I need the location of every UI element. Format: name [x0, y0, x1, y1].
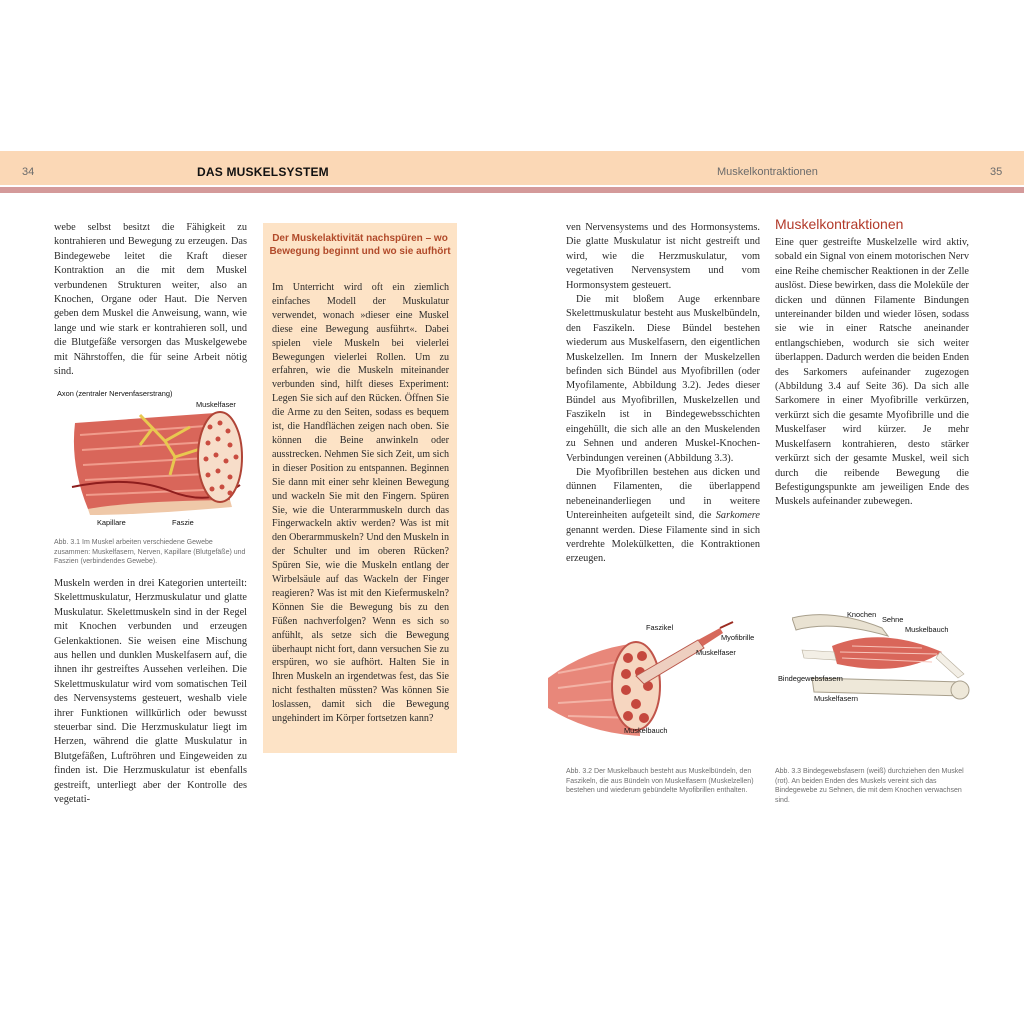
- page-number-right: 35: [990, 166, 1003, 178]
- figure1-label-faszie: Faszie: [172, 518, 194, 527]
- chapter-title: DAS MUSKELSYSTEM: [197, 165, 329, 179]
- figure2-label-faszikel: Faszikel: [646, 623, 674, 632]
- paragraph: Eine quer gestreifte Muskelzelle wird aktiv, sobald ein Signal von einem motorischen Nerv eine Reihe chemischer Reaktionen in der Zelle auslöst. Diese bewirken, dass die Moleküle der dicken und dünnen Filamente Bindungen untereinander bilden und wieder lösen, sodass sie wie in einer Ratsche aneinander entlangschieben, wodurch sie sich weiter überlappen. Dadurch werden die beiden Enden des Sarkomers aufeinander zugezogen (Abbildung 3.4 auf Seite 36). Da sich alle Sarkomere in einer Myofibrille verkürzen, verkürzt sich die gesamte Myofibrille und die Muskelfaser wird kürzer. Je mehr Muskelfasern kontrahieren, desto stärker verkürzt sich der gesamte Muskel, weil sich durch die reibende Bewegung die Befestigungspunkte am jeweiligen Ende des Muskels aufeinander zubewegen.: [775, 237, 969, 508]
- section-title: Muskelkontraktionen: [717, 166, 818, 178]
- tendon-left: [802, 650, 836, 660]
- figure3-label-muskelfasern: Muskelfasern: [814, 694, 858, 703]
- figure3-caption: Abb. 3.3 Bindegewebsfasern (weiß) durchziehen den Muskel (rot). An beiden Enden des Muskels vereint sich das Bindegewebe zu Sehnen, die mit dem Knochen verwachsen sind.: [775, 768, 964, 804]
- figure3-label-sehne: Sehne: [882, 615, 904, 624]
- tendon-right: [936, 652, 964, 678]
- paragraph: Die mit bloßem Auge erkennbare Skelettmuskulatur besteht aus Muskelbündeln, den Faszikeln. Diese Bündel bestehen wiederum aus Muskelfasern, den eigentlichen Muskelzellen. Im Innern der Muskelzellen befinden sich Bündel aus Myofibrillen (oder Myofilamente, Abbildung 3.2). Jedes dieser Bündel aus Myofibrillen, Muskelzellen und Faszikeln ist in Bindegewebsschichten eingehüllt, die sich alle an den Muskelenden zu Sehnen und anderen Muskel-Knochen-Verbindungen vereinen (Abbildung 3.3).: [566, 294, 760, 464]
- bone-joint: [951, 681, 969, 699]
- figure2-label-myofibrille: Myofibrille: [721, 633, 755, 642]
- middle-column: [566, 221, 760, 567]
- figure1-caption: Abb. 3.1 Im Muskel arbeiten verschiedene Gewebe zusammen: Muskelfasern, Nerven, Kapillare (Blutgefäße) und Faszien (verbindendes Gewebe).: [54, 539, 246, 566]
- paragraph: ven Nervensystems und des Hormonsystems. Die glatte Muskulatur ist nicht gestreift und wird, wie die Herzmuskulatur, vom vegetativen Nervensystem und vom Hormonsystem gesteuert.: [566, 222, 760, 291]
- page-number-left: 34: [22, 166, 35, 178]
- box-title: Der Muskelaktivität nachspüren – wo Bewegung beginnt und wo sie aufhört: [269, 233, 451, 257]
- text-run: Die Myofibrillen bestehen aus dicken und dünnen Filamenten, die überlappend nebeneinanderliegen und in weitere Untereinheiten aufgeteilt sind, die: [566, 466, 760, 522]
- figure1-label-kapillare: Kapillare: [97, 518, 126, 527]
- figure2-label-muskelfaser: Muskelfaser: [696, 648, 736, 657]
- muscle-tissue-illustration: [70, 405, 250, 517]
- text-run: genannt werden. Diese Filamente sind in sich verdrehte Molekülketten, die Kontraktionen erzeugen.: [566, 524, 760, 565]
- figure3-label-knochen: Knochen: [847, 610, 877, 619]
- figure2-label-muskelbauch: Muskelbauch: [624, 726, 668, 735]
- myofibril-strand: [698, 628, 723, 646]
- exercise-box: [263, 223, 457, 753]
- figure3-label-muskelbauch: Muskelbauch: [905, 625, 949, 634]
- italic-term: Sarkomere: [715, 510, 760, 522]
- left-column-bottom: [54, 577, 247, 808]
- paragraph: webe selbst besitzt die Fähigkeit zu kontrahieren und Bewegung zu erzeugen. Das Bindegewebe leitet die Kraft dieser Kontraktion an die mit dem Muskel verbundenen Strukturen weiter, also an Knochen, Organe oder Haut. Die Nerven geben dem Muskel die Anweisung, wann, wie lange und wie stark er kontrahieren soll, und die Blutgefäße versorgen das Muskelgewebe mit Nährstoffen, die für seine Arbeit nötig sind.: [54, 222, 247, 378]
- figure1-label-axon: Axon (zentraler Nervenfaserstrang): [57, 389, 173, 398]
- paragraph: Muskeln werden in drei Kategorien unterteilt: Skelettmuskulatur, Herzmuskulatur und glatte Muskulatur. Skelettmuskeln sind in der Regel mit Knochen verbunden und erzeugen Gelenkaktionen. Sie weisen eine Mischung aus hellen und dunklen Muskelfasern auf, die ihnen ihr gestreiftes Aussehen verleihen. Die Skelettmuskulatur wird vom somatischen Teil des Nervensystems gesteuert, weshalb viele ihrer Funktionen willkürlich oder bewusst steuerbar sind. Die Herzmuskulatur liegt im Herzen, während die glatte Muskulatur in Blutgefäßen, Luftröhren und Eingeweiden zu finden ist. Die Herzmuskulatur ist ebenfalls gestreift, unterliegt aber der Kontrolle des vegetati-: [54, 578, 247, 806]
- box-text: Im Unterricht wird oft ein ziemlich einfaches Modell der Muskulatur verwendet, wonach »dieser eine Muskel diese eine Bewegung ausführt«. Dabei spielen viele Muskeln bei vielerlei Bewegungen vielerlei Rollen. Um zu erfahren, wie die Muskeln miteinander verbunden sind, hilft dieses Experiment: Legen Sie sich auf den Rücken. Öffnen Sie die Arme zu den Seiten, sodass es bequem ist, die Handflächen zeigen nach oben. Sie können die Beine anwinkeln oder ausstrecken. Nehmen Sie sich Zeit, um sich in dieser Position zu entspannen. Beginnen Sie dann mit einer sehr kleinen Bewegung und wackeln Sie mit den Fingern. Spüren Sie, wie die Unterarmmuskeln durch das Fingerwackeln aktiv werden? Was ist mit den Oberarmmuskeln? Und den Muskeln in der Schulter und im oberen Rücken? Spüren Sie, wie die Muskeln entlang der Wirbelsäule auf das Wackeln der Finger reagieren? Was ist mit den Kiefermuskeln? Können Sie die Bewegung bis zu den Füßen nachverfolgen? Wenn es sich so anfühlt, als setze sich die Bewegung überhaupt nicht fort, dann versuchen Sie zu erspüren, wo sie aufhört. Halten Sie in Ihren Muskeln an irgendetwas fest, das Sie nicht festhalten müssten? Was können Sie loslassen, damit sich die Bewegung ungehindert im Körper fortsetzen kann?: [272, 282, 449, 725]
- myofibril-tip: [720, 622, 733, 628]
- paragraph: [566, 466, 760, 567]
- running-header-band: [0, 151, 1024, 185]
- figure3-label-bindegewebsfasern: Bindegewebsfasern: [778, 674, 843, 683]
- left-column-top: [54, 221, 247, 379]
- right-column: [775, 236, 969, 510]
- figure2-caption: Abb. 3.2 Der Muskelbauch besteht aus Muskelbündeln, den Faszikeln, die aus Bündeln von Muskelfasern (Muskelzellen) bestehen und wiederum gebündelte Myofibrillen enthalten.: [566, 768, 754, 795]
- header-rule: [0, 187, 1024, 193]
- figure1-label-muskelfaser: Muskelfaser: [196, 400, 236, 409]
- section-heading: Muskelkontraktionen: [775, 216, 904, 232]
